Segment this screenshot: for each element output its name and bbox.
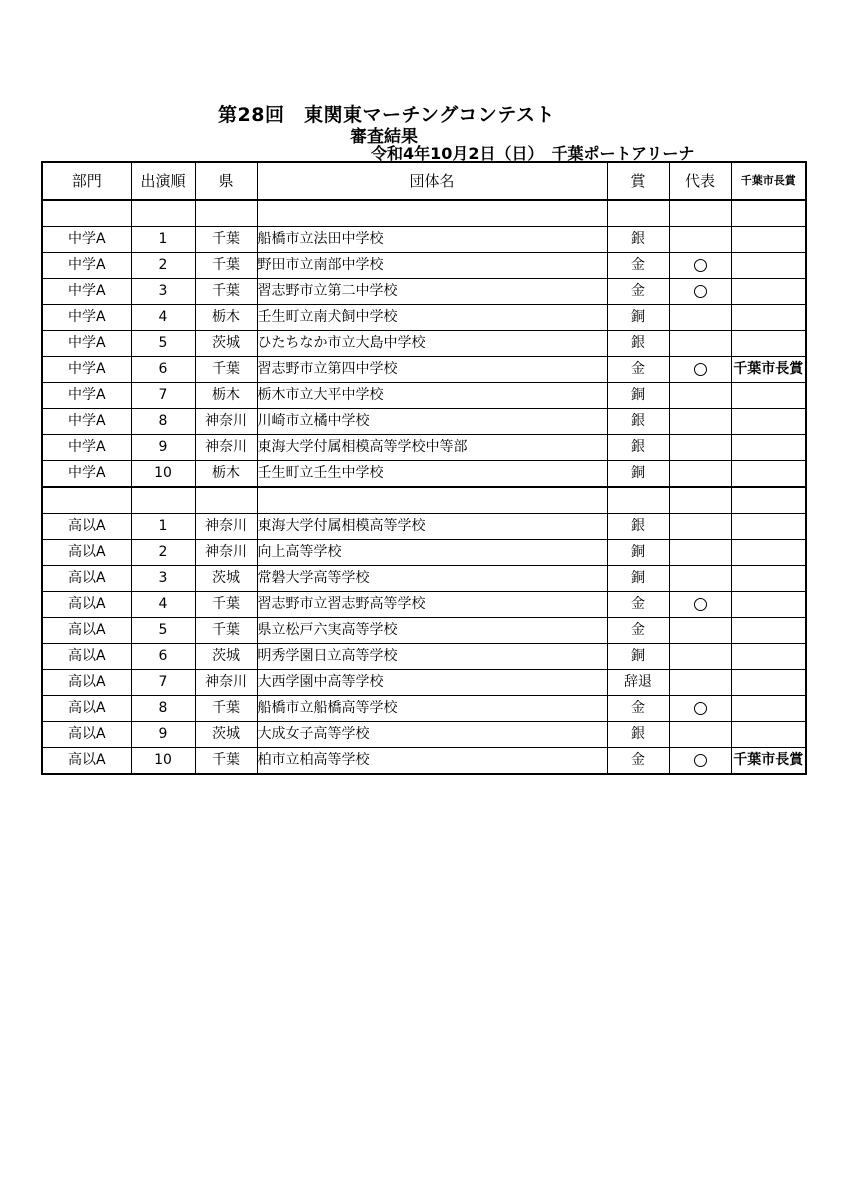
table-row	[42, 514, 806, 540]
special-award-cell	[731, 331, 806, 357]
prefecture-cell: 神奈川	[195, 409, 257, 435]
order-cell: 10	[131, 461, 195, 488]
group-spacer	[42, 487, 806, 514]
spacer-cell	[731, 200, 806, 227]
order-cell: 6	[131, 644, 195, 670]
order-cell: 9	[131, 722, 195, 748]
order-cell: 10	[131, 748, 195, 775]
division-cell: 中学A	[42, 253, 131, 279]
prefecture-cell: 千葉	[195, 357, 257, 383]
order-cell: 8	[131, 696, 195, 722]
award-cell: 金	[607, 592, 669, 618]
spacer-cell	[195, 487, 257, 514]
order-cell: 2	[131, 253, 195, 279]
table-row	[42, 540, 806, 566]
group-name-cell: 壬生町立壬生中学校	[257, 461, 607, 488]
representative-cell	[669, 618, 731, 644]
special-award-cell: 千葉市長賞	[731, 748, 806, 775]
prefecture-cell: 栃木	[195, 305, 257, 331]
spacer-cell	[669, 200, 731, 227]
table-row	[42, 748, 806, 775]
division-cell: 中学A	[42, 357, 131, 383]
division-cell: 中学A	[42, 409, 131, 435]
circle-mark-icon	[694, 259, 707, 272]
special-award-cell	[731, 722, 806, 748]
special-award-cell	[731, 409, 806, 435]
special-award-cell	[731, 566, 806, 592]
order-cell: 9	[131, 435, 195, 461]
representative-cell	[669, 253, 731, 279]
award-cell: 金	[607, 748, 669, 775]
division-cell: 中学A	[42, 305, 131, 331]
order-cell: 1	[131, 227, 195, 253]
spacer-cell	[42, 487, 131, 514]
prefecture-cell: 茨城	[195, 644, 257, 670]
special-award-cell	[731, 305, 806, 331]
spacer-cell	[607, 487, 669, 514]
group-name-cell: 習志野市立習志野高等学校	[257, 592, 607, 618]
table-row	[42, 461, 806, 488]
special-award-cell	[731, 644, 806, 670]
page-subtitle: 審査結果	[350, 127, 418, 147]
group-name-cell: 大西学園中高等学校	[257, 670, 607, 696]
circle-mark-icon	[694, 702, 707, 715]
representative-cell	[669, 670, 731, 696]
order-cell: 6	[131, 357, 195, 383]
special-award-cell	[731, 540, 806, 566]
order-cell: 1	[131, 514, 195, 540]
column-header-special-award: 千葉市長賞	[731, 162, 806, 200]
special-award-cell	[731, 435, 806, 461]
division-cell: 高以A	[42, 618, 131, 644]
division-cell: 高以A	[42, 514, 131, 540]
award-cell: 銀	[607, 331, 669, 357]
prefecture-cell: 茨城	[195, 722, 257, 748]
event-date-venue: 令和4年10月2日（日） 千葉ポートアリーナ	[371, 144, 695, 163]
representative-cell	[669, 514, 731, 540]
prefecture-cell: 千葉	[195, 592, 257, 618]
table-row	[42, 644, 806, 670]
representative-cell	[669, 305, 731, 331]
representative-cell	[669, 696, 731, 722]
representative-cell	[669, 357, 731, 383]
group-name-cell: 東海大学付属相模高等学校中等部	[257, 435, 607, 461]
spacer-cell	[131, 200, 195, 227]
award-cell: 銅	[607, 566, 669, 592]
division-cell: 中学A	[42, 461, 131, 488]
representative-cell	[669, 461, 731, 488]
prefecture-cell: 神奈川	[195, 540, 257, 566]
special-award-cell	[731, 227, 806, 253]
circle-mark-icon	[694, 363, 707, 376]
group-name-cell: 常磐大学高等学校	[257, 566, 607, 592]
table-row	[42, 722, 806, 748]
representative-cell	[669, 540, 731, 566]
special-award-cell	[731, 514, 806, 540]
special-award-cell	[731, 618, 806, 644]
group-name-cell: 県立松戸六実高等学校	[257, 618, 607, 644]
special-award-cell	[731, 253, 806, 279]
group-name-cell: 明秀学園日立高等学校	[257, 644, 607, 670]
special-award-cell	[731, 461, 806, 488]
award-cell: 銀	[607, 409, 669, 435]
spacer-cell	[131, 487, 195, 514]
spacer-cell	[257, 487, 607, 514]
division-cell: 高以A	[42, 722, 131, 748]
group-name-cell: 栃木市立大平中学校	[257, 383, 607, 409]
prefecture-cell: 千葉	[195, 227, 257, 253]
order-cell: 5	[131, 618, 195, 644]
order-cell: 2	[131, 540, 195, 566]
division-cell: 中学A	[42, 227, 131, 253]
division-cell: 高以A	[42, 696, 131, 722]
division-cell: 高以A	[42, 540, 131, 566]
award-cell: 辞退	[607, 670, 669, 696]
prefecture-cell: 千葉	[195, 748, 257, 775]
order-cell: 8	[131, 409, 195, 435]
award-cell: 銀	[607, 514, 669, 540]
group-spacer	[42, 200, 806, 227]
order-cell: 5	[131, 331, 195, 357]
award-cell: 銅	[607, 540, 669, 566]
division-cell: 中学A	[42, 435, 131, 461]
special-award-cell	[731, 592, 806, 618]
division-cell: 中学A	[42, 383, 131, 409]
table-row	[42, 227, 806, 253]
results-body	[42, 200, 806, 774]
group-name-cell: ひたちなか市立大島中学校	[257, 331, 607, 357]
prefecture-cell: 茨城	[195, 566, 257, 592]
table-row	[42, 696, 806, 722]
table-row	[42, 618, 806, 644]
table-row	[42, 435, 806, 461]
table-row	[42, 331, 806, 357]
representative-cell	[669, 383, 731, 409]
group-name-cell: 東海大学付属相模高等学校	[257, 514, 607, 540]
representative-cell	[669, 566, 731, 592]
order-cell: 4	[131, 305, 195, 331]
table-row	[42, 409, 806, 435]
table-row	[42, 670, 806, 696]
prefecture-cell: 千葉	[195, 253, 257, 279]
representative-cell	[669, 331, 731, 357]
column-header-division: 部門	[42, 162, 131, 200]
prefecture-cell: 神奈川	[195, 435, 257, 461]
table-row	[42, 566, 806, 592]
column-header-group: 団体名	[257, 162, 607, 200]
column-header-order: 出演順	[131, 162, 195, 200]
prefecture-cell: 茨城	[195, 331, 257, 357]
order-cell: 4	[131, 592, 195, 618]
table-row	[42, 253, 806, 279]
group-name-cell: 習志野市立第二中学校	[257, 279, 607, 305]
representative-cell	[669, 722, 731, 748]
division-cell: 高以A	[42, 748, 131, 775]
division-cell: 中学A	[42, 331, 131, 357]
group-name-cell: 大成女子高等学校	[257, 722, 607, 748]
award-cell: 金	[607, 279, 669, 305]
division-cell: 高以A	[42, 566, 131, 592]
circle-mark-icon	[694, 754, 707, 767]
column-header-prefecture: 県	[195, 162, 257, 200]
order-cell: 3	[131, 566, 195, 592]
award-cell: 銅	[607, 383, 669, 409]
prefecture-cell: 栃木	[195, 383, 257, 409]
representative-cell	[669, 227, 731, 253]
spacer-cell	[195, 200, 257, 227]
group-name-cell: 壬生町立南犬飼中学校	[257, 305, 607, 331]
circle-mark-icon	[694, 598, 707, 611]
award-cell: 銅	[607, 305, 669, 331]
prefecture-cell: 神奈川	[195, 514, 257, 540]
special-award-cell	[731, 696, 806, 722]
division-cell: 高以A	[42, 670, 131, 696]
award-cell: 銀	[607, 435, 669, 461]
group-name-cell: 船橋市立船橋高等学校	[257, 696, 607, 722]
prefecture-cell: 千葉	[195, 696, 257, 722]
group-name-cell: 向上高等学校	[257, 540, 607, 566]
spacer-cell	[669, 487, 731, 514]
award-cell: 金	[607, 618, 669, 644]
award-cell: 金	[607, 696, 669, 722]
spacer-cell	[731, 487, 806, 514]
division-cell: 中学A	[42, 279, 131, 305]
prefecture-cell: 千葉	[195, 279, 257, 305]
group-name-cell: 柏市立柏高等学校	[257, 748, 607, 775]
prefecture-cell: 栃木	[195, 461, 257, 488]
prefecture-cell: 神奈川	[195, 670, 257, 696]
award-cell: 金	[607, 253, 669, 279]
special-award-cell	[731, 670, 806, 696]
order-cell: 7	[131, 383, 195, 409]
representative-cell	[669, 644, 731, 670]
group-name-cell: 川崎市立橘中学校	[257, 409, 607, 435]
representative-cell	[669, 748, 731, 775]
table-header-row	[42, 162, 806, 200]
order-cell: 7	[131, 670, 195, 696]
division-cell: 高以A	[42, 644, 131, 670]
special-award-cell	[731, 383, 806, 409]
award-cell: 銀	[607, 722, 669, 748]
table-row	[42, 357, 806, 383]
representative-cell	[669, 435, 731, 461]
circle-mark-icon	[694, 285, 707, 298]
award-cell: 銅	[607, 461, 669, 488]
table-row	[42, 305, 806, 331]
award-cell: 金	[607, 357, 669, 383]
spacer-cell	[257, 200, 607, 227]
group-name-cell: 習志野市立第四中学校	[257, 357, 607, 383]
results-table	[41, 161, 807, 775]
table-row	[42, 383, 806, 409]
representative-cell	[669, 409, 731, 435]
column-header-representative: 代表	[669, 162, 731, 200]
spacer-cell	[42, 200, 131, 227]
special-award-cell: 千葉市長賞	[731, 357, 806, 383]
award-cell: 銀	[607, 227, 669, 253]
award-cell: 銅	[607, 644, 669, 670]
table-row	[42, 279, 806, 305]
table-row	[42, 592, 806, 618]
representative-cell	[669, 592, 731, 618]
prefecture-cell: 千葉	[195, 618, 257, 644]
page-title: 第28回 東関東マーチングコンテスト	[218, 104, 555, 126]
group-name-cell: 野田市立南部中学校	[257, 253, 607, 279]
order-cell: 3	[131, 279, 195, 305]
division-cell: 高以A	[42, 592, 131, 618]
special-award-cell	[731, 279, 806, 305]
group-name-cell: 船橋市立法田中学校	[257, 227, 607, 253]
column-header-award: 賞	[607, 162, 669, 200]
spacer-cell	[607, 200, 669, 227]
representative-cell	[669, 279, 731, 305]
